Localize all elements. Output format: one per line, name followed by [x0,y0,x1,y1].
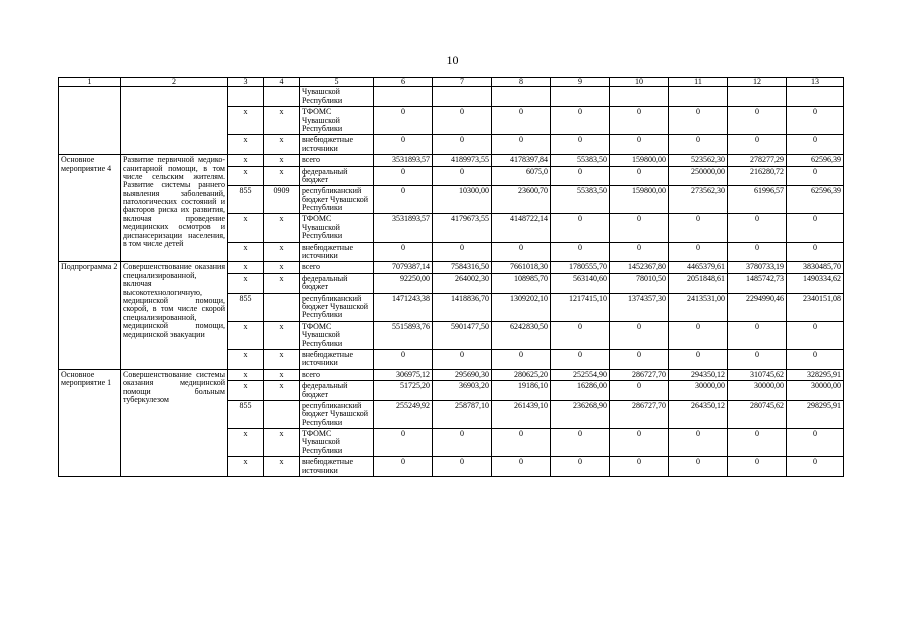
value-cell [728,87,787,107]
value-cell: 4189973,55 [433,155,492,166]
value-cell: 0 [492,457,551,477]
header-cell: 6 [374,78,433,87]
value-cell: 23600,70 [492,186,551,214]
code-rzpr: x [264,273,300,293]
table-row [59,155,844,166]
value-cell: 0 [433,135,492,155]
value-cell [610,87,669,107]
header-cell: 10 [610,78,669,87]
value-cell: 0 [787,349,844,369]
value-cell: 36903,20 [433,381,492,401]
funding-source: внебюджетные источники [300,457,374,477]
value-cell: 0 [669,457,728,477]
funding-source: республиканский бюджет Чувашской Республики [300,293,374,321]
value-cell: 0 [669,321,728,349]
code-grbs: x [228,321,264,349]
value-cell: 0 [787,214,844,242]
value-cell: 30000,00 [669,381,728,401]
code-grbs: 855 [228,400,264,428]
value-cell: 0 [551,429,610,457]
block-title: Основное мероприятие 1 [59,369,121,476]
value-cell: 0 [551,457,610,477]
code-grbs: 855 [228,293,264,321]
value-cell: 0 [492,242,551,262]
value-cell [787,87,844,107]
code-grbs: x [228,155,264,166]
value-cell: 0 [374,135,433,155]
value-cell: 264350,12 [669,400,728,428]
value-cell: 0 [610,242,669,262]
funding-source: ТФОМС Чувашской Республики [300,429,374,457]
value-cell: 1471243,38 [374,293,433,321]
value-cell: 108985,70 [492,273,551,293]
funding-source: всего [300,262,374,273]
funding-source: федеральный бюджет [300,273,374,293]
value-cell: 159800,00 [610,186,669,214]
value-cell: 7584316,50 [433,262,492,273]
block-title: Подпрограмма 2 [59,262,121,369]
code-grbs [228,87,264,107]
code-grbs: 855 [228,186,264,214]
value-cell: 261439,10 [492,400,551,428]
value-cell: 78010,50 [610,273,669,293]
value-cell: 255249,92 [374,400,433,428]
table-row [59,369,844,380]
block-title: Основное мероприятие 4 [59,155,121,262]
value-cell [374,87,433,107]
block-title-continued [59,87,121,155]
value-cell: 0 [374,349,433,369]
value-cell: 0 [551,214,610,242]
value-cell: 0 [610,214,669,242]
value-cell: 1780555,70 [551,262,610,273]
value-cell: 3531893,57 [374,155,433,166]
value-cell: 0 [610,349,669,369]
value-cell: 2413531,00 [669,293,728,321]
code-grbs: x [228,135,264,155]
value-cell: 7661018,30 [492,262,551,273]
value-cell: 0 [610,107,669,135]
value-cell: 0 [492,135,551,155]
header-cell: 13 [787,78,844,87]
header-cell: 7 [433,78,492,87]
value-cell: 0 [610,457,669,477]
value-cell: 0 [787,242,844,262]
value-cell: 0 [374,186,433,214]
value-cell: 0 [669,429,728,457]
code-grbs: x [228,273,264,293]
value-cell: 280625,20 [492,369,551,380]
value-cell: 1452367,80 [610,262,669,273]
value-cell: 0 [787,166,844,186]
code-rzpr: x [264,262,300,273]
value-cell: 563140,60 [551,273,610,293]
code-grbs: x [228,107,264,135]
value-cell: 10300,00 [433,186,492,214]
value-cell: 4148722,14 [492,214,551,242]
value-cell: 0 [492,349,551,369]
funding-source: федеральный бюджет [300,381,374,401]
value-cell: 1309202,10 [492,293,551,321]
value-cell: 2051848,61 [669,273,728,293]
value-cell: 51725,20 [374,381,433,401]
header-cell: 8 [492,78,551,87]
value-cell: 0 [374,242,433,262]
header-cell: 2 [121,78,228,87]
value-cell: 4179673,55 [433,214,492,242]
value-cell: 216280,72 [728,166,787,186]
value-cell: 0 [728,429,787,457]
value-cell: 295690,30 [433,369,492,380]
code-grbs: x [228,457,264,477]
value-cell: 0 [374,166,433,186]
value-cell: 0 [610,381,669,401]
value-cell: 3830485,70 [787,262,844,273]
value-cell: 7079387,14 [374,262,433,273]
value-cell: 4178397,84 [492,155,551,166]
value-cell: 4465379,61 [669,262,728,273]
value-cell: 273562,30 [669,186,728,214]
code-grbs: x [228,429,264,457]
value-cell: 0 [610,321,669,349]
value-cell: 0 [433,166,492,186]
value-cell: 6075,0 [492,166,551,186]
value-cell: 0 [787,107,844,135]
value-cell: 294350,12 [669,369,728,380]
value-cell: 0 [669,214,728,242]
value-cell: 0 [433,429,492,457]
table-row [59,87,844,107]
value-cell: 3780733,19 [728,262,787,273]
value-cell: 258787,10 [433,400,492,428]
value-cell: 0 [787,457,844,477]
code-grbs: x [228,242,264,262]
value-cell: 0 [551,135,610,155]
value-cell: 55383,50 [551,155,610,166]
value-cell: 280745,62 [728,400,787,428]
code-grbs: x [228,214,264,242]
value-cell: 0 [728,107,787,135]
value-cell: 250000,00 [669,166,728,186]
value-cell: 2340151,08 [787,293,844,321]
funding-source: республиканский бюджет Чувашской Республики [300,186,374,214]
value-cell: 0 [433,107,492,135]
budget-table-body [59,78,844,477]
header-row [59,78,844,87]
header-cell: 11 [669,78,728,87]
value-cell: 0 [787,429,844,457]
value-cell: 16286,00 [551,381,610,401]
value-cell: 0 [610,429,669,457]
funding-source: федеральный бюджет [300,166,374,186]
value-cell: 236268,90 [551,400,610,428]
block-description: Развитие первичной медико-санитарной помощи, в том числе сельским жителям. Развитие системы раннего выявления заболеваний, патологических состояний и факторов риска их развития, включая проведение медицинских осмотров и диспансеризации населения, в том числе детей [121,155,228,262]
funding-source: всего [300,155,374,166]
funding-source: внебюджетные источники [300,349,374,369]
header-cell: 4 [264,78,300,87]
value-cell: 0 [433,457,492,477]
header-cell: 1 [59,78,121,87]
funding-source: всего [300,369,374,380]
value-cell: 0 [551,107,610,135]
code-rzpr: x [264,457,300,477]
value-cell: 0 [669,349,728,369]
value-cell: 306975,12 [374,369,433,380]
value-cell: 3531893,57 [374,214,433,242]
code-rzpr: x [264,155,300,166]
value-cell: 61996,57 [728,186,787,214]
value-cell: 0 [669,135,728,155]
code-rzpr: x [264,135,300,155]
funding-source: внебюджетные источники [300,135,374,155]
value-cell: 1490334,62 [787,273,844,293]
value-cell: 0 [728,242,787,262]
funding-source: республиканский бюджет Чувашской Республики [300,400,374,428]
value-cell: 0 [728,214,787,242]
code-grbs: x [228,349,264,369]
funding-source: ТФОМС Чувашской Республики [300,321,374,349]
value-cell: 1374357,30 [610,293,669,321]
value-cell: 5901477,50 [433,321,492,349]
value-cell: 0 [728,135,787,155]
value-cell [433,87,492,107]
code-rzpr: x [264,321,300,349]
value-cell: 0 [787,135,844,155]
code-rzpr: 0909 [264,186,300,214]
code-rzpr [264,87,300,107]
funding-source: ТФОМС Чувашской Республики [300,107,374,135]
value-cell: 0 [433,349,492,369]
code-rzpr [264,400,300,428]
code-grbs: x [228,166,264,186]
value-cell: 19186,10 [492,381,551,401]
value-cell: 0 [669,242,728,262]
code-rzpr: x [264,242,300,262]
code-rzpr: x [264,369,300,380]
value-cell: 0 [551,349,610,369]
table-row [59,262,844,273]
value-cell: 30000,00 [787,381,844,401]
page-number: 10 [446,53,459,67]
value-cell: 310745,62 [728,369,787,380]
value-cell: 0 [610,166,669,186]
value-cell: 5515893,76 [374,321,433,349]
value-cell: 523562,30 [669,155,728,166]
value-cell: 2294990,46 [728,293,787,321]
code-rzpr [264,293,300,321]
value-cell: 1217415,10 [551,293,610,321]
value-cell: 159800,00 [610,155,669,166]
value-cell: 0 [374,429,433,457]
funding-source: ТФОМС Чувашской Республики [300,214,374,242]
value-cell: 286727,70 [610,400,669,428]
value-cell: 298295,91 [787,400,844,428]
value-cell: 0 [492,107,551,135]
value-cell: 0 [551,242,610,262]
code-grbs: x [228,381,264,401]
value-cell: 0 [728,321,787,349]
value-cell: 62596,39 [787,186,844,214]
block-description-continued [121,87,228,155]
value-cell: 252554,90 [551,369,610,380]
code-grbs: x [228,369,264,380]
header-cell: 9 [551,78,610,87]
code-rzpr: x [264,166,300,186]
funding-source: внебюджетные источники [300,242,374,262]
value-cell: 264002,30 [433,273,492,293]
value-cell: 1485742,73 [728,273,787,293]
value-cell: 0 [728,457,787,477]
value-cell: 278277,29 [728,155,787,166]
value-cell: 328295,91 [787,369,844,380]
value-cell: 0 [728,349,787,369]
funding-source: Чувашской Республики [300,87,374,107]
code-grbs: x [228,262,264,273]
value-cell: 0 [669,107,728,135]
value-cell: 0 [551,166,610,186]
value-cell: 0 [433,242,492,262]
value-cell: 0 [787,321,844,349]
value-cell: 0 [492,429,551,457]
budget-table [58,77,844,477]
code-rzpr: x [264,349,300,369]
header-cell: 3 [228,78,264,87]
code-rzpr: x [264,214,300,242]
block-description: Совершенствование оказания специализированной, включая высокотехнологичную, медицинской помощи, скорой, в том числе скорой специализированной, медицинской помощи, медицинской эвакуации [121,262,228,369]
value-cell: 1418836,70 [433,293,492,321]
value-cell [551,87,610,107]
code-rzpr: x [264,107,300,135]
value-cell: 55383,50 [551,186,610,214]
value-cell: 0 [610,135,669,155]
value-cell: 30000,00 [728,381,787,401]
header-cell: 5 [300,78,374,87]
value-cell: 92250,00 [374,273,433,293]
code-rzpr: x [264,381,300,401]
value-cell: 0 [374,107,433,135]
value-cell: 62596,39 [787,155,844,166]
value-cell: 0 [374,457,433,477]
block-description: Совершенствование системы оказания медицинской помощи больным туберкулезом [121,369,228,476]
code-rzpr: x [264,429,300,457]
header-cell: 12 [728,78,787,87]
value-cell: 286727,70 [610,369,669,380]
value-cell [669,87,728,107]
value-cell: 6242830,50 [492,321,551,349]
value-cell [492,87,551,107]
value-cell: 0 [551,321,610,349]
